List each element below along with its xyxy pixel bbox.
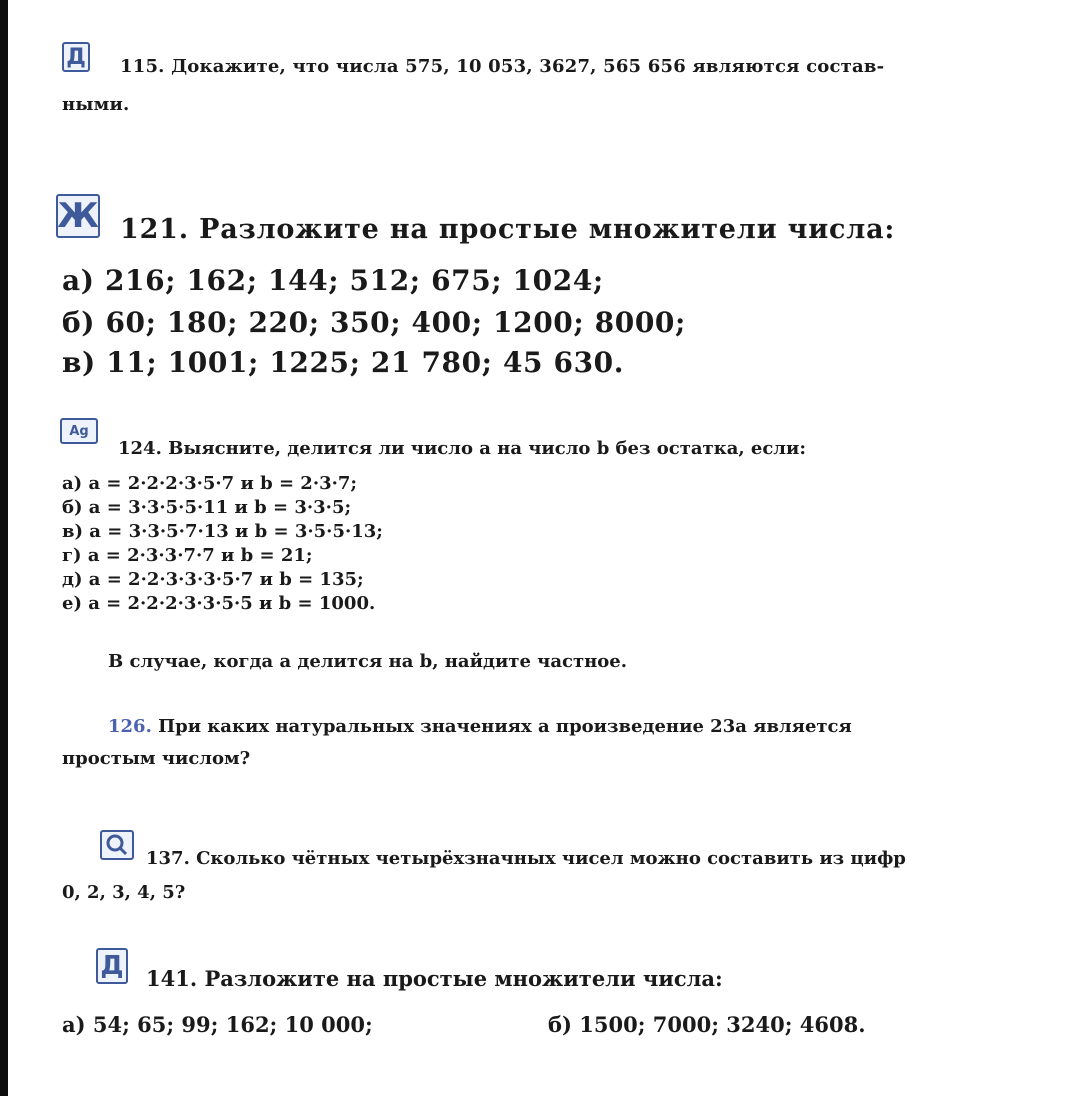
left-edge-bar [0, 0, 8, 1096]
problem-121-heading: 121. Разложите на простые множители числа: [120, 214, 896, 245]
problem-124-row: г) a = 2·3·3·7·7 и b = 21; [62, 545, 313, 566]
magnifier-icon [100, 830, 134, 860]
problem-137-line2: 0, 2, 3, 4, 5? [62, 882, 186, 903]
problem-141-heading: 141. Разложите на простые множители числа: [146, 966, 723, 991]
problem-121-row-a: а) 216; 162; 144; 512; 675; 1024; [62, 264, 604, 297]
homework-zh-icon: Ж [57, 196, 99, 236]
problem-126-line1 [108, 716, 852, 737]
problem-141-row-b: б) 1500; 7000; 3240; 4608. [548, 1012, 866, 1037]
problem-121-row-b: б) 60; 180; 220; 350; 400; 1200; 8000; [62, 306, 686, 339]
problem-115-line1: 115. Докажите, что числа 575, 10 053, 3627, 565 656 являются состав- [120, 56, 885, 77]
problem-124-row: д) a = 2·2·3·3·3·5·7 и b = 135; [62, 569, 364, 590]
problem-124-row: б) a = 3·3·5·5·11 и b = 3·3·5; [62, 497, 352, 518]
homework-d-icon: Д [62, 42, 90, 72]
problem-141-row-a: а) 54; 65; 99; 162; 10 000; [62, 1012, 373, 1037]
problem-137-line1: 137. Сколько чётных четырёхзначных чисел можно составить из цифр [146, 848, 906, 869]
problem-124-row: а) a = 2·2·2·3·5·7 и b = 2·3·7; [62, 473, 358, 494]
research-icon: Ag [60, 418, 98, 444]
problem-126-text: При каких натуральных значениях a произведение 23a является [151, 716, 852, 737]
problem-124-row: е) a = 2·2·2·3·3·5·5 и b = 1000. [62, 593, 376, 614]
problem-124-footer: В случае, когда a делится на b, найдите частное. [108, 651, 628, 672]
problem-121-row-v: в) 11; 1001; 1225; 21 780; 45 630. [62, 346, 625, 379]
problem-124-list [62, 472, 383, 616]
problem-126-line2: простым числом? [62, 748, 251, 769]
problem-124-heading: 124. Выясните, делится ли число a на число b без остатка, если: [118, 438, 806, 459]
problem-126-number: 126. [108, 716, 152, 737]
problem-115-line2: ными. [62, 94, 130, 115]
problem-124-row: в) a = 3·3·5·7·13 и b = 3·5·5·13; [62, 521, 383, 542]
homework-d-icon: Д [96, 948, 128, 984]
